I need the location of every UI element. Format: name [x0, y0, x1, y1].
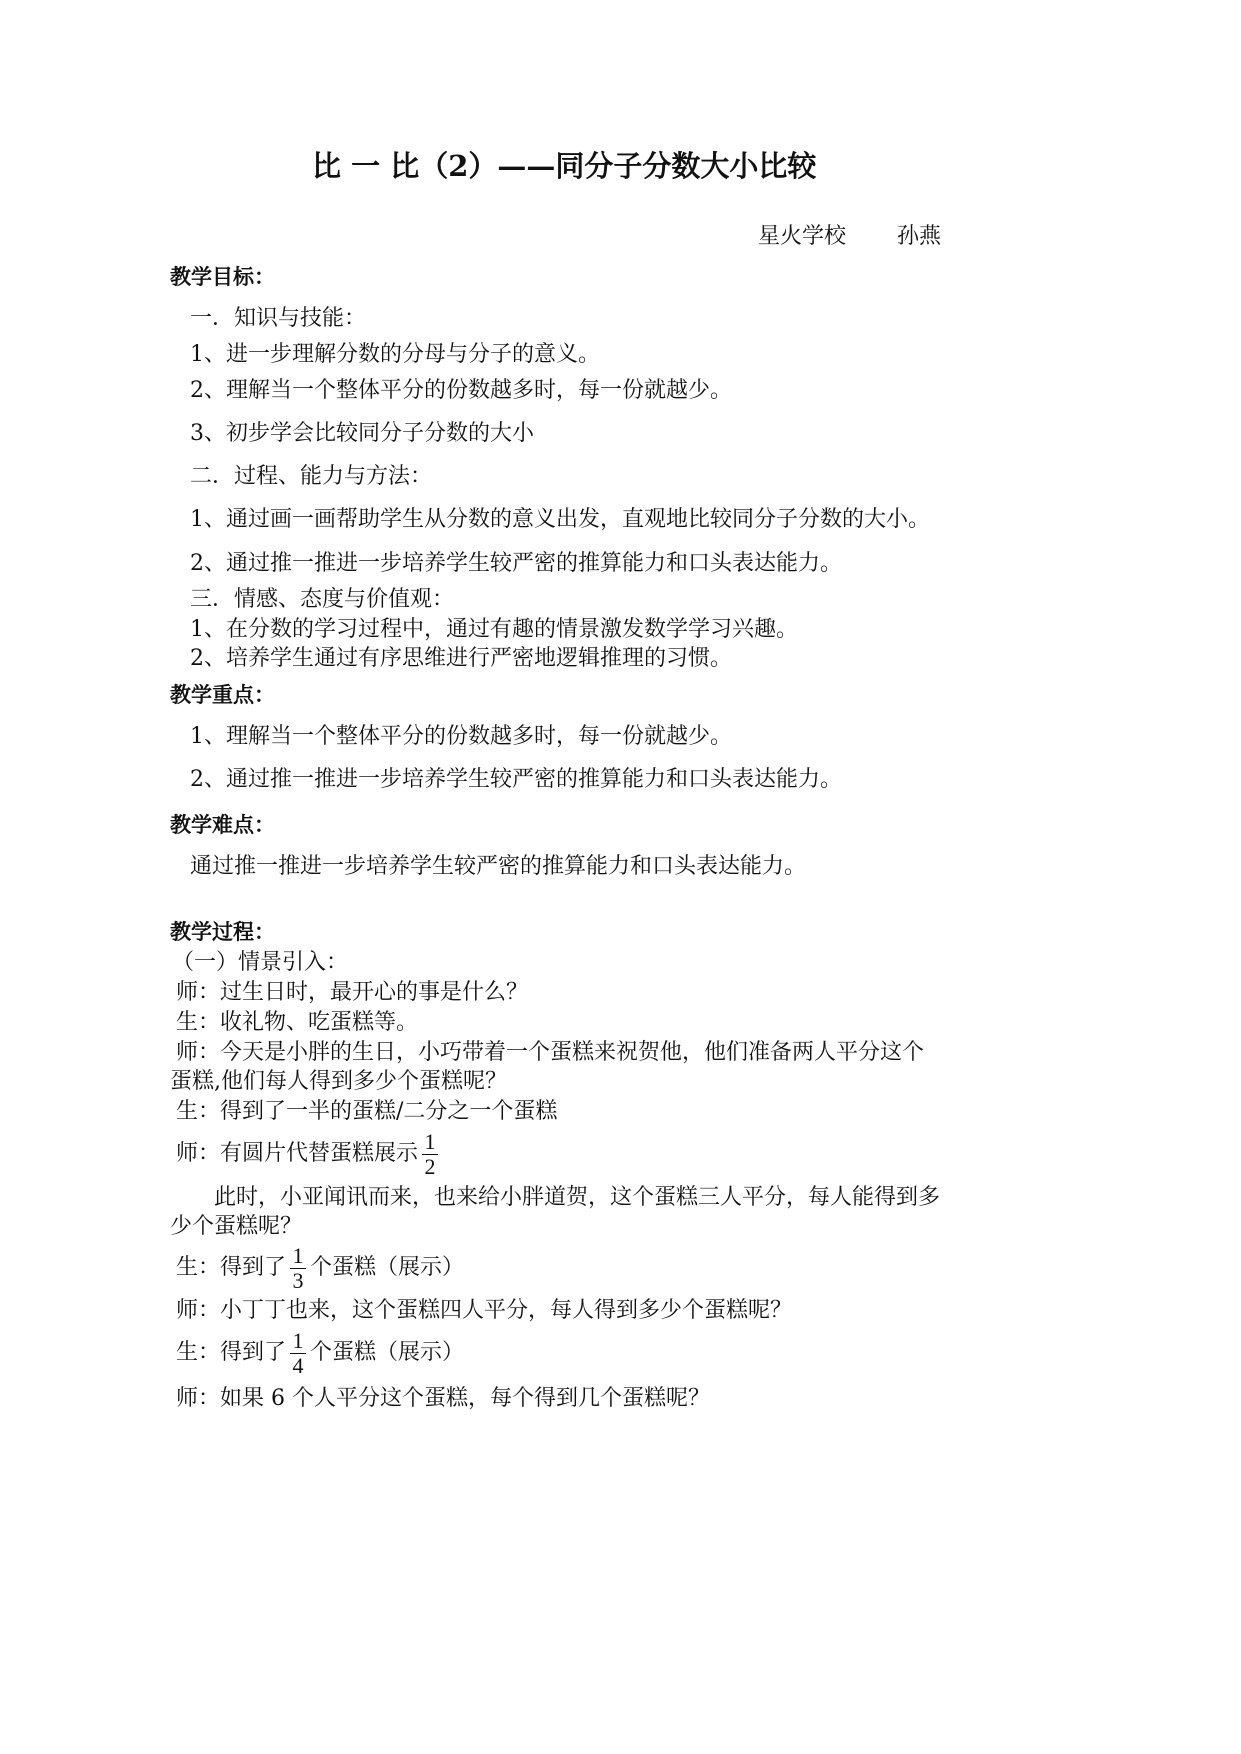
fraction-numerator: 1 [292, 1327, 304, 1353]
author-name: 孙燕 [897, 224, 942, 249]
key-point-item: 2、通过推一推进一步培养学生较严密的推算能力和口头表达能力。 [190, 767, 842, 792]
dialogue-text: 生：得到了 [176, 1255, 287, 1280]
process-part1: （一）情景引入： [172, 950, 349, 975]
author-school: 星火学校 [758, 224, 847, 249]
fraction-denominator: 4 [292, 1352, 304, 1378]
difficulties-heading: 教学难点： [170, 813, 275, 837]
goals-sub3-item: 2、培养学生通过有序思维进行严密地逻辑推理的习惯。 [190, 646, 732, 671]
dialogue-line-half [176, 1128, 442, 1180]
difficulties-text: 通过推一推进一步培养学生较严密的推算能力和口头表达能力。 [190, 854, 807, 879]
dialogue-line: 生：得到了一半的蛋糕/二分之一个蛋糕 [176, 1099, 558, 1124]
dialogue-line: 师：过生日时，最开心的事是什么？ [176, 980, 529, 1005]
dialogue-text: 师：有圆片代替蛋糕展示 [176, 1141, 419, 1166]
goals-sub2-item: 2、通过推一推进一步培养学生较严密的推算能力和口头表达能力。 [190, 551, 842, 576]
dialogue-line-third [176, 1242, 464, 1294]
goals-sub1-item: 2、理解当一个整体平分的份数越多时，每一份就越少。 [190, 378, 732, 403]
narration-line: 此时，小亚闻讯而来，也来给小胖道贺，这个蛋糕三人平分，每人能得到多 [214, 1185, 941, 1210]
narration-line: 少个蛋糕呢？ [170, 1214, 303, 1239]
goals-sub3: 三．情感、态度与价值观： [190, 587, 455, 612]
fraction-one-half [422, 1130, 438, 1179]
dialogue-line: 生：收礼物、吃蛋糕等。 [176, 1010, 419, 1035]
page-title: 比 一 比（2）——同分子分数大小比较 [312, 149, 817, 183]
fraction-one-third [290, 1244, 306, 1293]
fraction-numerator: 1 [424, 1128, 436, 1154]
process-heading: 教学过程： [170, 920, 275, 944]
goals-heading: 教学目标： [170, 265, 275, 289]
key-points-heading: 教学重点： [170, 683, 275, 707]
goals-sub3-item: 1、在分数的学习过程中，通过有趣的情景激发数学学习兴趣。 [190, 617, 798, 642]
goals-sub2: 二．过程、能力与方法： [190, 464, 433, 489]
dialogue-text: 个蛋糕（展示） [310, 1255, 465, 1280]
fraction-one-quarter [290, 1329, 306, 1378]
dialogue-text: 个蛋糕（展示） [310, 1340, 465, 1365]
goals-sub1: 一．知识与技能： [190, 306, 367, 331]
dialogue-line-quarter [176, 1327, 464, 1379]
fraction-denominator: 2 [424, 1153, 436, 1179]
dialogue-line: 师：如果 6 个人平分这个蛋糕，每个得到几个蛋糕呢？ [176, 1386, 710, 1411]
key-point-item: 1、理解当一个整体平分的份数越多时，每一份就越少。 [190, 724, 732, 749]
dialogue-line: 师：小丁丁也来，这个蛋糕四人平分，每人得到多少个蛋糕呢？ [176, 1298, 793, 1323]
fraction-denominator: 3 [292, 1267, 304, 1293]
fraction-numerator: 1 [292, 1242, 304, 1268]
dialogue-text: 生：得到了 [176, 1340, 287, 1365]
goals-sub1-item: 3、初步学会比较同分子分数的大小 [190, 421, 534, 446]
dialogue-line: 蛋糕,他们每人得到多少个蛋糕呢？ [170, 1069, 507, 1094]
goals-sub1-item: 1、进一步理解分数的分母与分子的意义。 [190, 342, 600, 367]
author-line [758, 222, 941, 252]
goals-sub2-item: 1、通过画一画帮助学生从分数的意义出发，直观地比较同分子分数的大小。 [190, 507, 930, 532]
dialogue-line: 师：今天是小胖的生日，小巧带着一个蛋糕来祝贺他，他们准备两人平分这个 [176, 1040, 925, 1065]
